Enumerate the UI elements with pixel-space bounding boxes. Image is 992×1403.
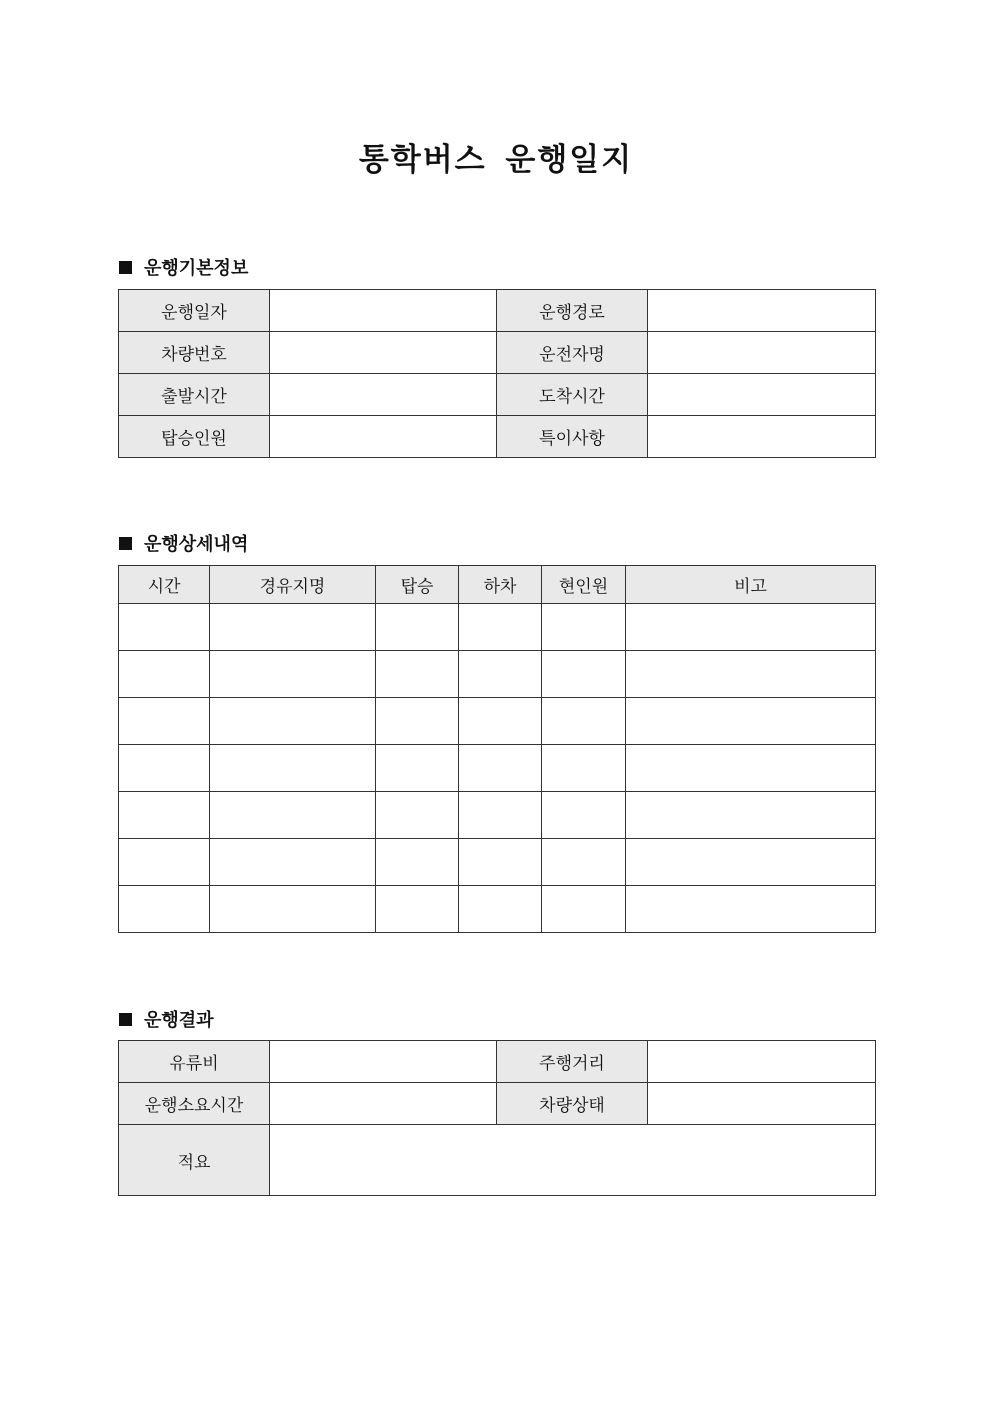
table-cell[interactable]: [119, 886, 210, 933]
table-row: [119, 374, 876, 416]
square-bullet-icon: [119, 537, 132, 550]
field-value[interactable]: [270, 1041, 497, 1083]
basic-info-table: [118, 289, 876, 458]
table-cell[interactable]: [119, 839, 210, 886]
field-label: 운행경로: [497, 290, 648, 332]
column-header-time: 시간: [119, 566, 210, 604]
table-cell[interactable]: [459, 792, 542, 839]
column-header-alighting: 하차: [459, 566, 542, 604]
table-cell[interactable]: [119, 698, 210, 745]
field-value[interactable]: [270, 374, 497, 416]
square-bullet-icon: [119, 261, 132, 274]
table-cell[interactable]: [626, 651, 876, 698]
table-cell[interactable]: [459, 698, 542, 745]
table-cell[interactable]: [210, 604, 376, 651]
field-label: 출발시간: [119, 374, 270, 416]
table-row: [119, 1041, 876, 1083]
table-row: [119, 651, 876, 698]
section-heading-detail: [119, 530, 248, 556]
table-cell[interactable]: [626, 792, 876, 839]
table-cell[interactable]: [210, 651, 376, 698]
table-row: [119, 1125, 876, 1196]
table-cell[interactable]: [626, 698, 876, 745]
table-row: [119, 839, 876, 886]
table-cell[interactable]: [376, 839, 459, 886]
table-cell[interactable]: [210, 745, 376, 792]
section-heading-basic-info: [119, 254, 248, 280]
table-cell[interactable]: [626, 745, 876, 792]
table-cell[interactable]: [210, 886, 376, 933]
document-title: 통학버스 운행일지: [358, 142, 634, 178]
field-value[interactable]: [648, 290, 876, 332]
field-value[interactable]: [648, 1083, 876, 1125]
table-cell[interactable]: [376, 651, 459, 698]
table-cell[interactable]: [459, 839, 542, 886]
table-cell[interactable]: [459, 651, 542, 698]
square-bullet-icon: [119, 1013, 132, 1026]
field-label: 차량상태: [497, 1083, 648, 1125]
table-cell[interactable]: [542, 839, 626, 886]
table-cell[interactable]: [210, 792, 376, 839]
table-cell[interactable]: [542, 698, 626, 745]
field-value[interactable]: [270, 1083, 497, 1125]
table-cell[interactable]: [119, 604, 210, 651]
field-value[interactable]: [648, 332, 876, 374]
field-value[interactable]: [648, 1041, 876, 1083]
table-row: [119, 792, 876, 839]
table-row: [119, 1083, 876, 1125]
table-cell[interactable]: [119, 792, 210, 839]
column-header-stop: 경유지명: [210, 566, 376, 604]
field-value[interactable]: [270, 416, 497, 458]
table-cell[interactable]: [210, 839, 376, 886]
table-cell[interactable]: [376, 604, 459, 651]
table-cell[interactable]: [542, 745, 626, 792]
table-cell[interactable]: [376, 745, 459, 792]
table-cell[interactable]: [459, 745, 542, 792]
table-cell[interactable]: [459, 886, 542, 933]
table-cell[interactable]: [626, 886, 876, 933]
field-label: 도착시간: [497, 374, 648, 416]
field-value[interactable]: [270, 332, 497, 374]
detail-table-body: [119, 604, 876, 933]
table-row: [119, 886, 876, 933]
section-heading-label: 운행결과: [144, 1010, 214, 1031]
field-value[interactable]: [648, 416, 876, 458]
table-cell[interactable]: [376, 698, 459, 745]
table-cell[interactable]: [542, 886, 626, 933]
table-cell[interactable]: [626, 839, 876, 886]
field-value[interactable]: [648, 374, 876, 416]
field-label: 차량번호: [119, 332, 270, 374]
table-header-row: [119, 566, 876, 604]
field-label: 운행소요시간: [119, 1083, 270, 1125]
table-row: [119, 332, 876, 374]
field-label: 운전자명: [497, 332, 648, 374]
column-header-boarding: 탑승: [376, 566, 459, 604]
field-label: 유류비: [119, 1041, 270, 1083]
table-row: [119, 745, 876, 792]
table-cell[interactable]: [542, 604, 626, 651]
table-row: [119, 604, 876, 651]
table-cell[interactable]: [119, 651, 210, 698]
result-table: [118, 1040, 876, 1196]
memo-label: 적요: [119, 1125, 270, 1196]
field-label: 운행일자: [119, 290, 270, 332]
table-cell[interactable]: [542, 651, 626, 698]
table-cell[interactable]: [210, 698, 376, 745]
table-cell[interactable]: [119, 745, 210, 792]
field-label: 탑승인원: [119, 416, 270, 458]
table-row: [119, 290, 876, 332]
section-heading-label: 운행기본정보: [144, 258, 249, 279]
table-cell[interactable]: [376, 886, 459, 933]
field-value[interactable]: [270, 290, 497, 332]
section-heading-label: 운행상세내역: [144, 534, 249, 555]
table-cell[interactable]: [459, 604, 542, 651]
table-cell[interactable]: [542, 792, 626, 839]
section-heading-result: [119, 1006, 214, 1032]
column-header-remarks: 비고: [626, 566, 876, 604]
table-cell[interactable]: [626, 604, 876, 651]
column-header-current-count: 현인원: [542, 566, 626, 604]
table-cell[interactable]: [376, 792, 459, 839]
table-row: [119, 416, 876, 458]
field-label: 주행거리: [497, 1041, 648, 1083]
memo-value[interactable]: [270, 1125, 876, 1196]
detail-table: [118, 565, 876, 933]
field-label: 특이사항: [497, 416, 648, 458]
table-row: [119, 698, 876, 745]
